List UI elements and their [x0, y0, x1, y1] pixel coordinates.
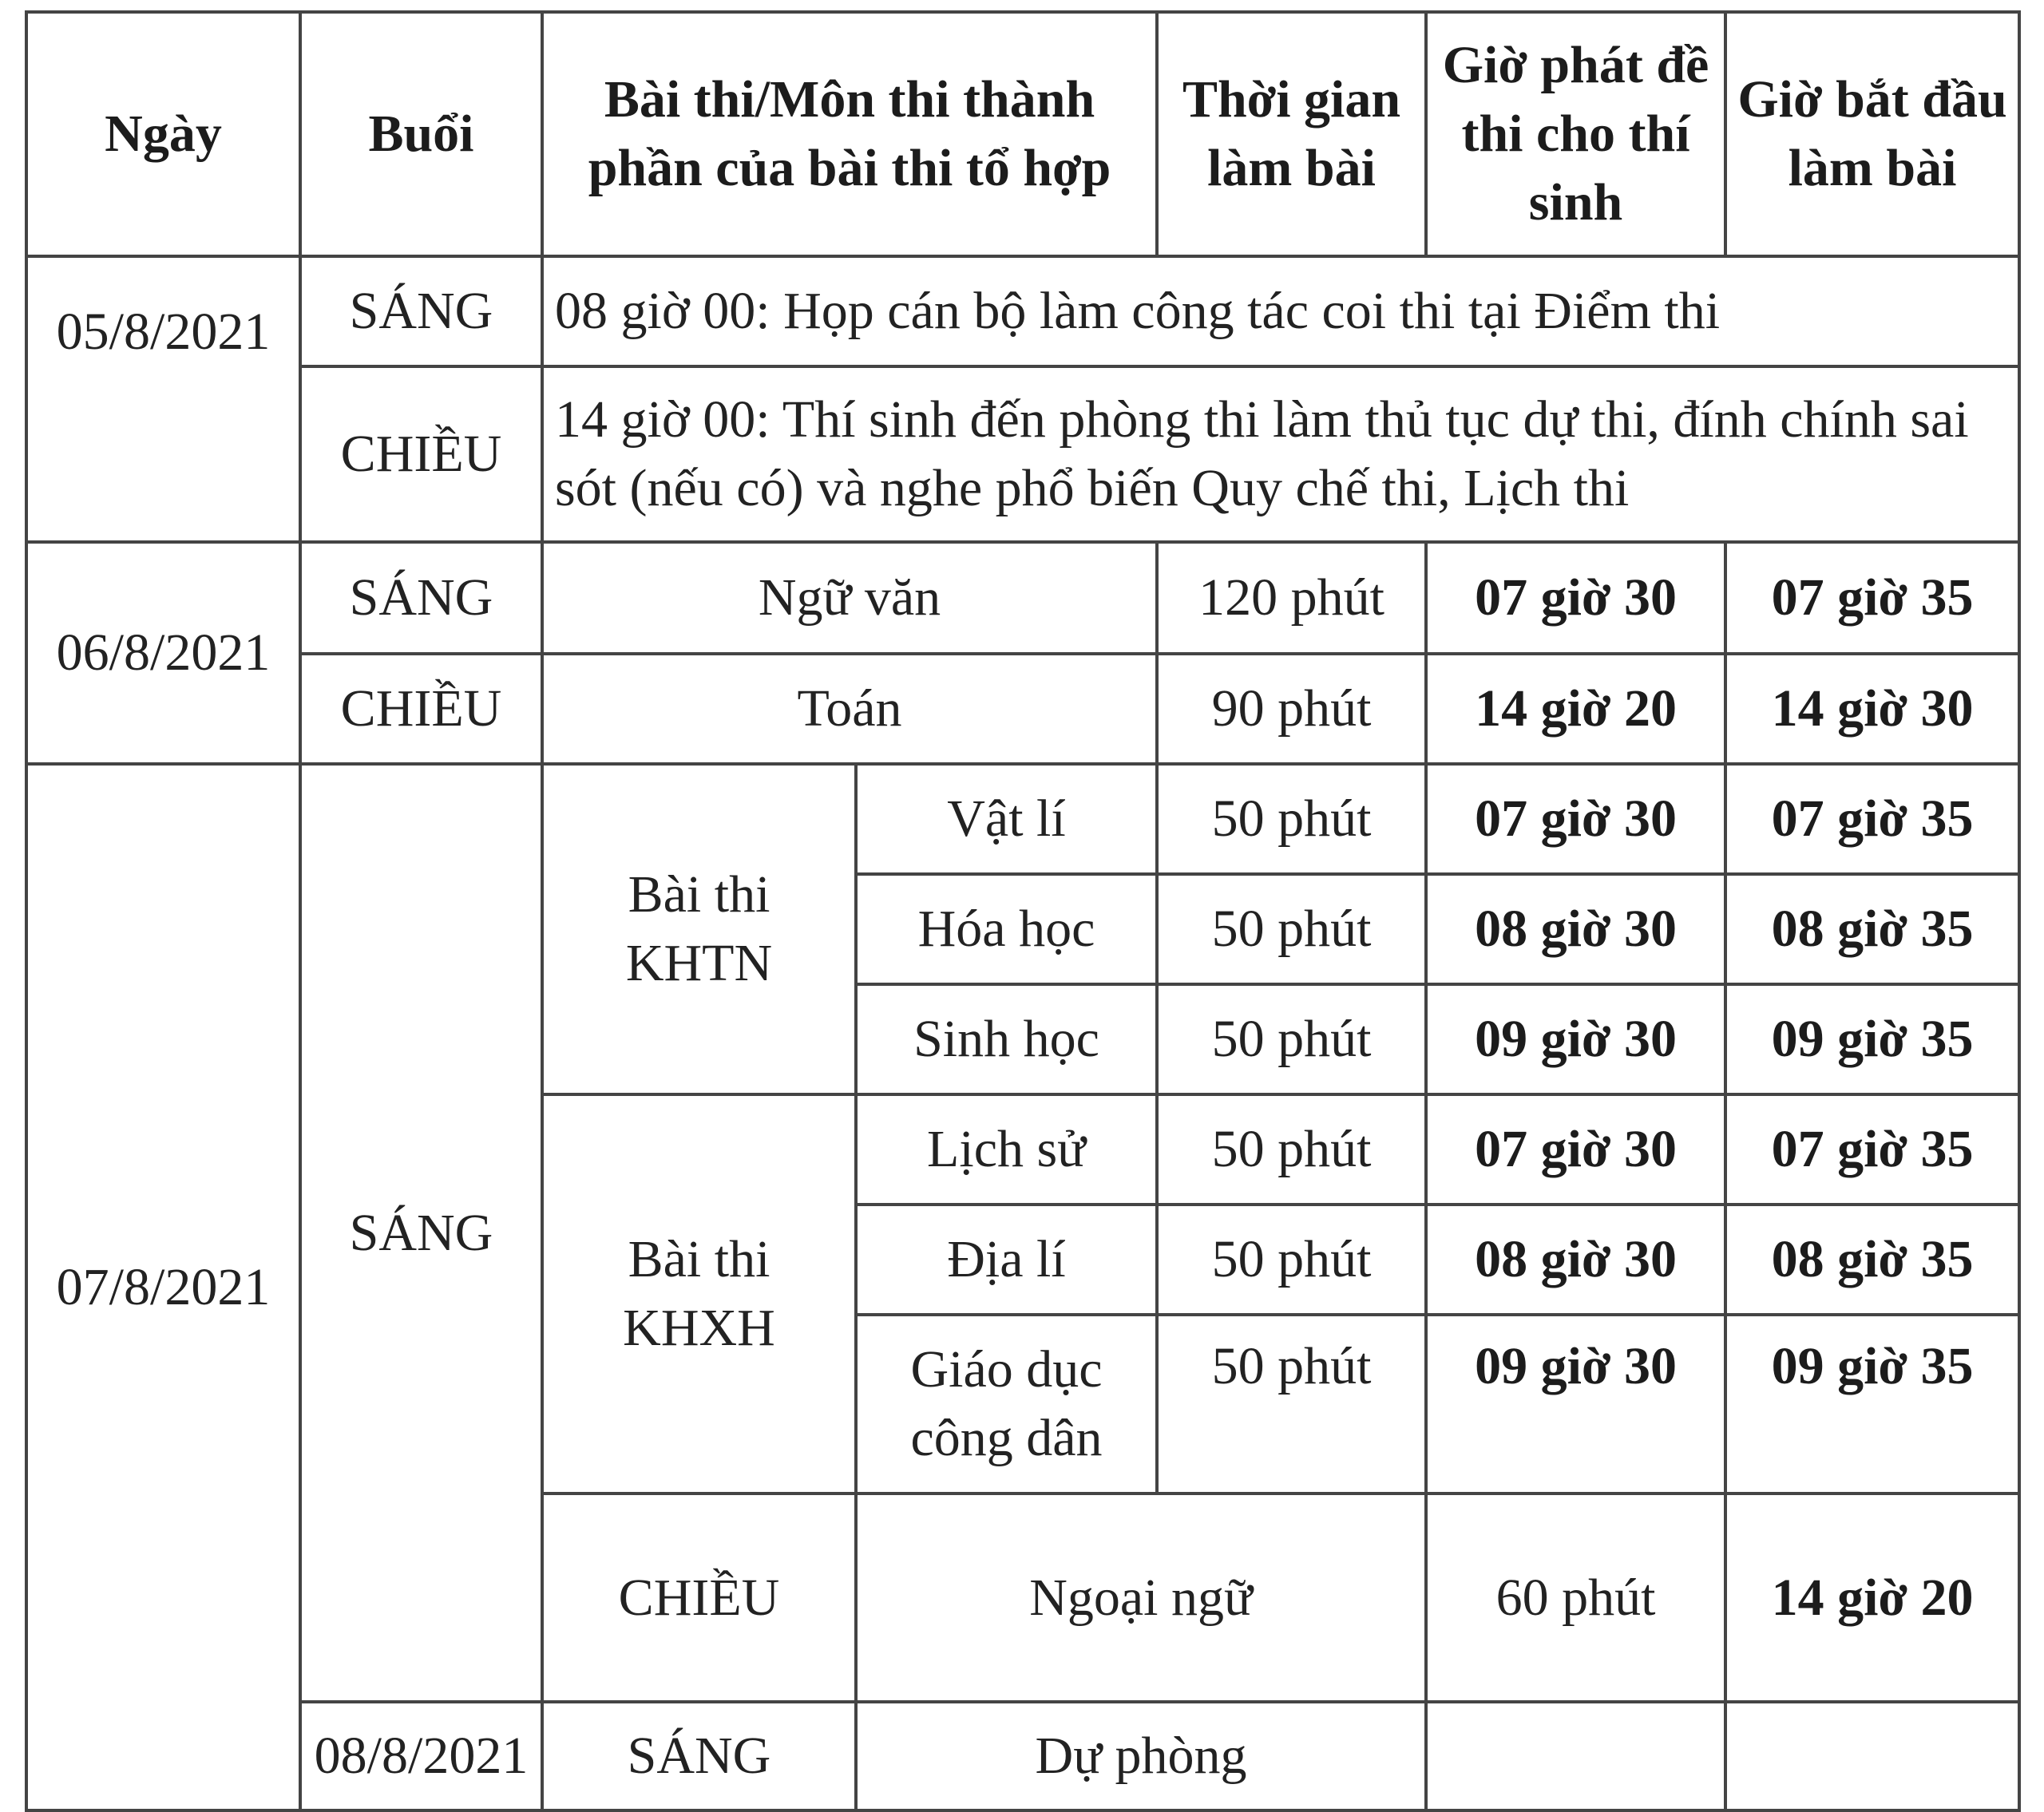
- duration-cell: 90 phút: [1157, 654, 1426, 764]
- duration-cell: 50 phút: [1157, 1315, 1426, 1494]
- handout-time-cell: 09 giờ 30: [1426, 1315, 1725, 1494]
- exam-group-khxh: Bài thi KHXH: [542, 1094, 856, 1494]
- date-cell: 06/8/2021: [26, 542, 300, 764]
- header-date: Ngày: [26, 12, 300, 256]
- note-cell: 14 giờ 00: Thí sinh đến phòng thi làm thủ tục dự thi, đính chính sai sót (nếu có) và nghe phổ biến Quy chế thi, Lịch thi: [542, 366, 2019, 542]
- header-duration: Thời gian làm bài: [1157, 12, 1426, 256]
- subject-cell: Sinh học: [856, 984, 1157, 1094]
- header-start-time: Giờ bắt đầu làm bài: [1725, 12, 2019, 256]
- exam-group-khtn: Bài thi KHTN: [542, 764, 856, 1094]
- start-time-cell: 07 giờ 35: [1725, 1094, 2019, 1205]
- header-handout-time: Giờ phát đề thi cho thí sinh: [1426, 12, 1725, 256]
- handout-time-cell: 14 giờ 20: [1426, 654, 1725, 764]
- subject-cell: Hóa học: [856, 874, 1157, 984]
- subject-cell: Địa lí: [856, 1205, 1157, 1315]
- handout-time-cell: 09 giờ 30: [1426, 984, 1725, 1094]
- handout-time-cell: 08 giờ 30: [1426, 874, 1725, 984]
- handout-time-cell: 08 giờ 30: [1426, 1205, 1725, 1315]
- note-cell: 08 giờ 00: Họp cán bộ làm công tác coi thi tại Điểm thi: [542, 256, 2019, 366]
- date-cell: 05/8/2021: [26, 256, 300, 542]
- header-session: Buổi: [300, 12, 542, 256]
- table-row: [26, 1702, 2019, 1810]
- handout-time-cell: [1725, 1702, 2019, 1810]
- duration-cell: 50 phút: [1157, 1205, 1426, 1315]
- exam-schedule-table: [25, 10, 2021, 1812]
- table-row: [26, 764, 2019, 874]
- table-row: [26, 654, 2019, 764]
- start-time-cell: 07 giờ 35: [1725, 542, 2019, 654]
- subject-cell: Lịch sử: [856, 1094, 1157, 1205]
- table-row: [26, 542, 2019, 654]
- duration-cell: [1426, 1702, 1725, 1810]
- handout-time-cell: 07 giờ 30: [1426, 1094, 1725, 1205]
- duration-cell: 50 phút: [1157, 984, 1426, 1094]
- start-time-cell: 09 giờ 35: [1725, 1315, 2019, 1494]
- duration-cell: 120 phút: [1157, 542, 1426, 654]
- handout-time-cell: 14 giờ 20: [1725, 1494, 2019, 1702]
- subject-cell: Vật lí: [856, 764, 1157, 874]
- handout-time-cell: 07 giờ 30: [1426, 764, 1725, 874]
- start-time-cell: 08 giờ 35: [1725, 1205, 2019, 1315]
- session-cell: CHIỀU: [542, 1494, 856, 1702]
- session-cell: SÁNG: [300, 542, 542, 654]
- subject-cell: Ngữ văn: [542, 542, 1157, 654]
- header-row: [26, 12, 2019, 256]
- session-cell: SÁNG: [300, 764, 542, 1702]
- start-time-cell: 07 giờ 35: [1725, 764, 2019, 874]
- subject-cell: Toán: [542, 654, 1157, 764]
- table-row: [26, 366, 2019, 542]
- start-time-cell: 09 giờ 35: [1725, 984, 2019, 1094]
- date-cell: 08/8/2021: [300, 1702, 542, 1810]
- duration-cell: 60 phút: [1426, 1494, 1725, 1702]
- duration-cell: 50 phút: [1157, 874, 1426, 984]
- subject-cell: Dự phòng: [856, 1702, 1426, 1810]
- table-row: [26, 256, 2019, 366]
- header-subject: Bài thi/Môn thi thành phần của bài thi tổ hợp: [542, 12, 1157, 256]
- start-time-cell: 08 giờ 35: [1725, 874, 2019, 984]
- session-cell: SÁNG: [542, 1702, 856, 1810]
- session-cell: SÁNG: [300, 256, 542, 366]
- date-cell: 07/8/2021: [26, 764, 300, 1810]
- subject-cell: Giáo dục công dân: [856, 1315, 1157, 1494]
- duration-cell: 50 phút: [1157, 764, 1426, 874]
- duration-cell: 50 phút: [1157, 1094, 1426, 1205]
- subject-cell: Ngoại ngữ: [856, 1494, 1426, 1702]
- session-cell: CHIỀU: [300, 366, 542, 542]
- handout-time-cell: 07 giờ 30: [1426, 542, 1725, 654]
- start-time-cell: 14 giờ 30: [1725, 654, 2019, 764]
- session-cell: CHIỀU: [300, 654, 542, 764]
